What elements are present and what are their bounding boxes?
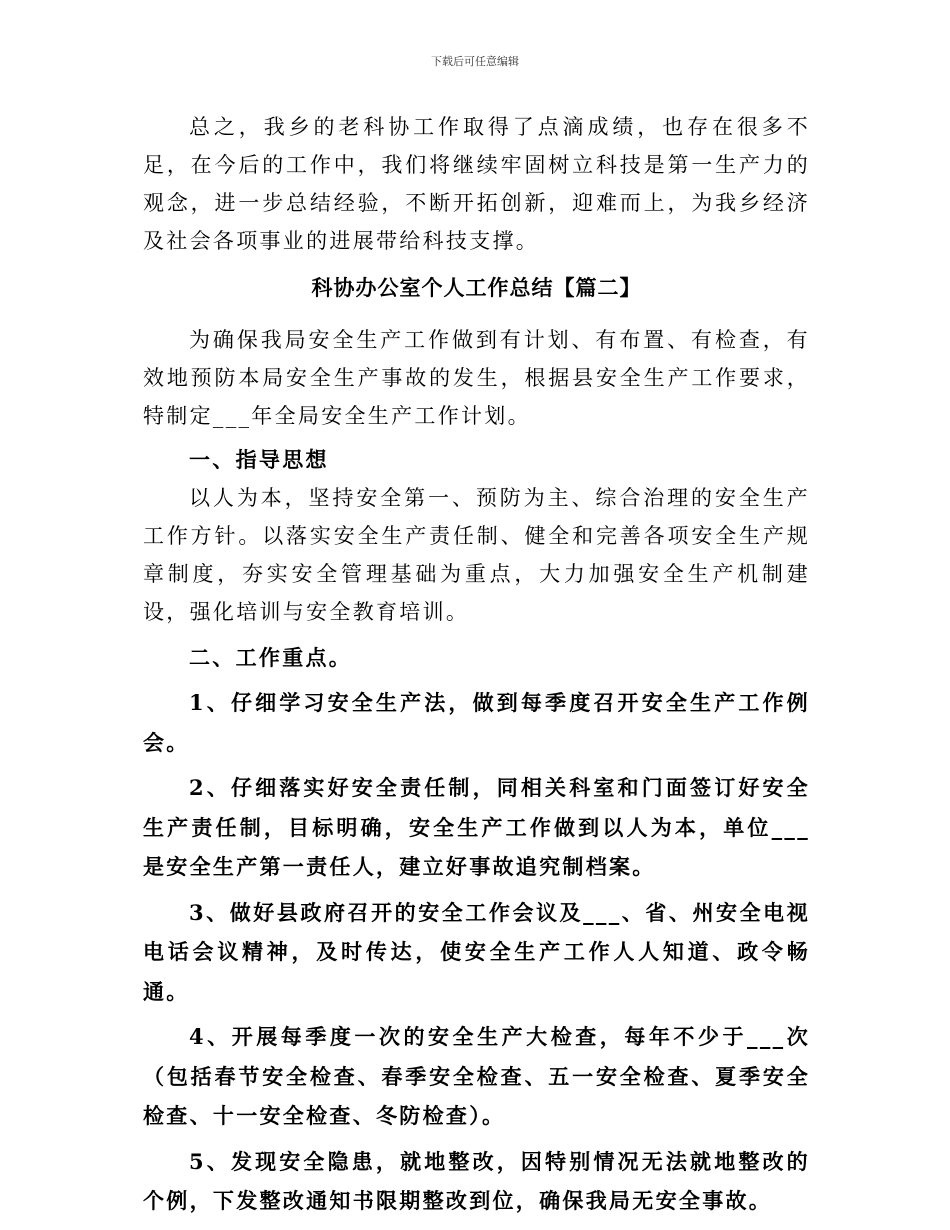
conclusion-paragraph: 总之，我乡的老科协工作取得了点滴成绩，也存在很多不足，在今后的工作中，我们将继续牢固树立科技是第一生产力的观念，进一步总结经验，不断开拓创新，迎难而上，为我乡经济及社会各项事业的进展带给科技支撑。: [143, 115, 810, 253]
heading-guiding-ideology: 一、指导思想: [189, 447, 329, 472]
list-item: 3、做好县政府召开的安全工作会议及___、省、州安全电视电话会议精神，及时传达，使安全生产工作人人知道、政令畅通。: [143, 899, 810, 1004]
guiding-paragraph: 以人为本，坚持安全第一、预防为主、综合治理的安全生产工作方针。以落实安全生产责任制、健全和完善各项安全生产规章制度，夯实安全管理基础为重点，大力加强安全生产机制建设，强化培训与安全教育培训。: [143, 486, 810, 624]
list-item: 1、仔细学习安全生产法，做到每季度召开安全生产工作例会。: [143, 690, 810, 755]
list-item: 2、仔细落实好安全责任制，同相关科室和门面签订好安全生产责任制，目标明确，安全生产工作做到以人为本，单位___是安全生产第一责任人，建立好事故追究制档案。: [143, 775, 810, 879]
heading-work-focus: 二、工作重点。: [189, 645, 353, 670]
list-item: 4、开展每季度一次的安全生产大检查，每年不少于___次（包括春节安全检查、春季安全检查、五一安全检查、夏季安全检查、十一安全检查、冬防检查）。: [143, 1024, 810, 1128]
document-body: [143, 108, 810, 1221]
section-title: 科协办公室个人工作总结【篇二】: [311, 275, 642, 300]
list-item: 5、发现安全隐患，就地整改，因特别情况无法就地整改的个例，下发整改通知书限期整改到位，确保我局无安全事故。: [143, 1148, 810, 1213]
intro-paragraph: 为确保我局安全生产工作做到有计划、有布置、有检查，有效地预防本局安全生产事故的发生，根据县安全生产工作要求，特制定___年全局安全生产工作计划。: [143, 328, 810, 428]
page-header-note: 下载后可任意编辑: [431, 55, 519, 68]
